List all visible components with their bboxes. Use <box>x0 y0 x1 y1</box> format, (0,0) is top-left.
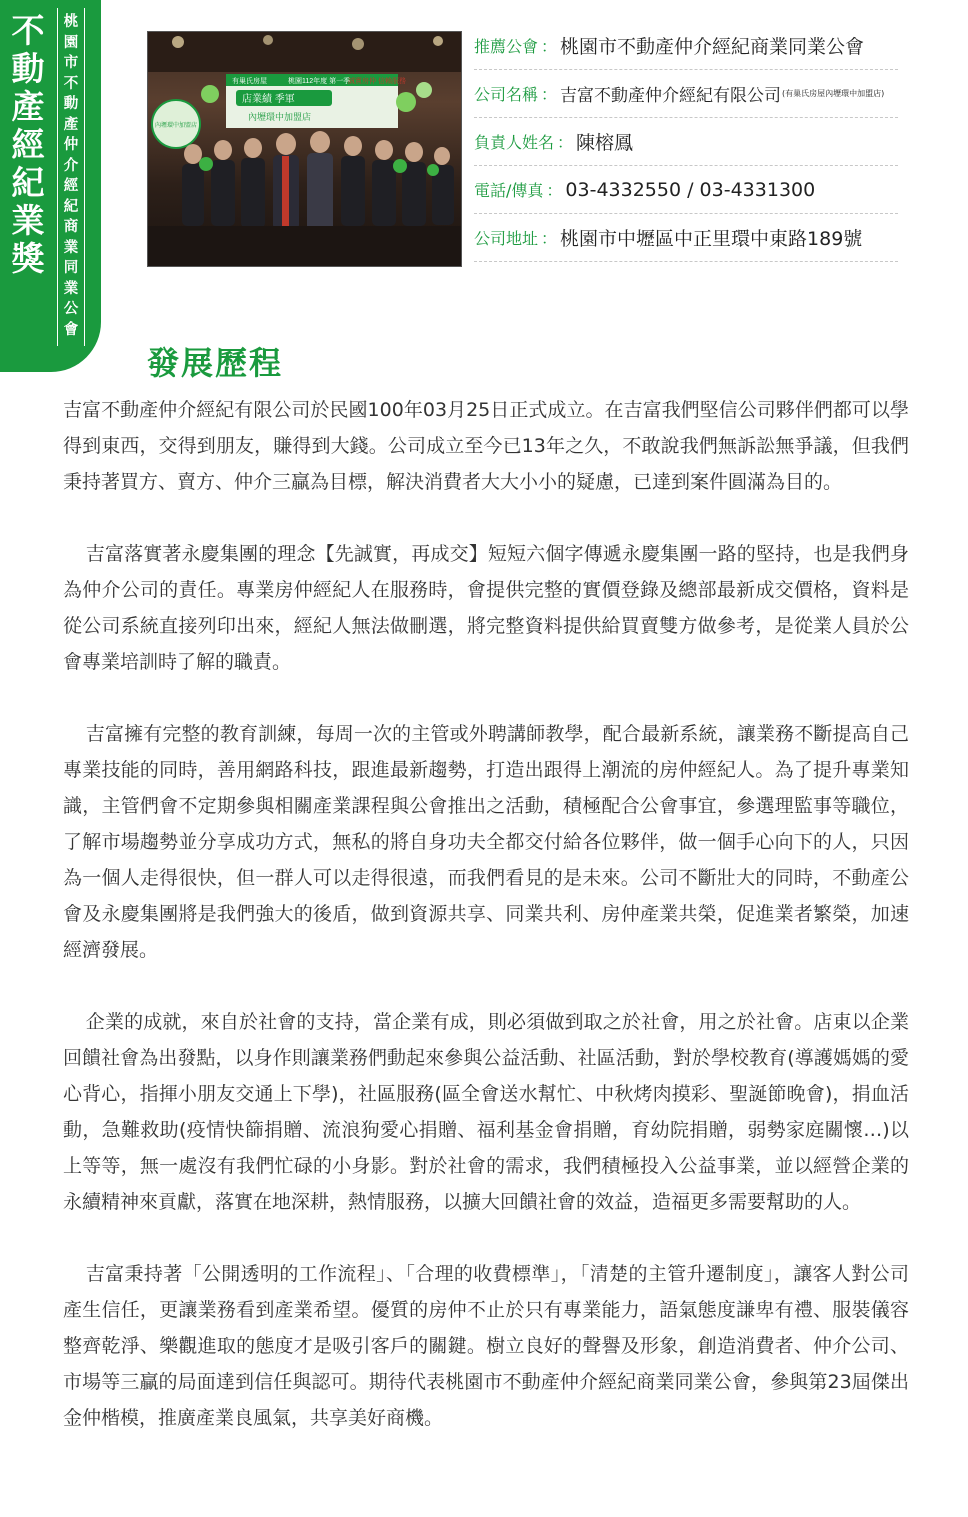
info-separator: ： <box>541 85 558 104</box>
info-row-owner <box>474 118 898 166</box>
info-separator: ： <box>541 37 558 56</box>
info-label: 公司名稱 <box>474 85 539 104</box>
info-separator: ： <box>541 229 558 248</box>
banner-event-text: 桃園112年度 第一季 <box>288 78 351 85</box>
paragraph: 吉富落實著永慶集團的理念【先誠實，再成交】短短六個字傳遞永慶集團一路的堅持，也是我們身為仲介公司的責任。專業房仲經紀人在服務時，會提供完整的實價登錄及總部最新成交價格，資料是從公司系統直接列印出來，經紀人無法做刪選，將完整資料提供給買賣雙方做參考，是從業人員於公會專業培訓時了解的職責。 <box>63 543 909 673</box>
info-value: 桃園市不動產仲介經紀商業同業公會 <box>560 36 865 58</box>
banner-brand-text: 有巢氏房屋 <box>232 78 267 85</box>
info-separator: ： <box>557 133 574 152</box>
info-label: 負責人姓名 <box>474 133 555 152</box>
info-value: 陳榕鳳 <box>576 132 634 154</box>
award-title: 不動產經紀業獎 <box>11 11 45 278</box>
info-value: 吉富不動產仲介經紀有限公司 <box>560 86 782 106</box>
info-row-association <box>474 22 898 70</box>
paragraph: 吉富擁有完整的教育訓練，每周一次的主管或外聘講師教學，配合最新系統，讓業務不斷提高自己專業技能的同時，善用網路科技，跟進最新趨勢，打造出跟得上潮流的房仲經紀人。為了提升專業知識，主管們會不定期參與相關產業課程與公會推出之活動，積極配合公會事宜，參選理監事等職位，了解市場趨勢並分享成功方式，無私的將自身功夫全都交付給各位夥伴，做一個手心向下的人，只因為一個人走得很快，但一群人可以走得很遠，而我們看見的是未來。公司不斷壯大的同時，不動產公會及永慶集團將是我們強大的後盾，做到資源共享、同業共利、房仲產業共榮，促進業者繁榮，加速經濟發展。 <box>63 723 909 961</box>
info-label: 電話/傳真 <box>474 181 544 200</box>
banner-award-text: 店業績 季軍 <box>242 94 295 105</box>
info-value: 桃園市中壢區中正里環中東路189號 <box>560 228 863 250</box>
section-heading: 發展歷程 <box>147 344 284 382</box>
banner-store-text: 內壢環中加盟店 <box>248 112 312 122</box>
round-sign-text: 內壢環中加盟店 <box>154 123 198 129</box>
banner-slogan-text: 誠實房仲 信賴服務 <box>348 78 406 85</box>
paragraph: 吉富不動產仲介經紀有限公司於民國100年03月25日正式成立。在吉富我們堅信公司夥伴們都可以學得到東西，交得到朋友，賺得到大錢。公司成立至今已13年之久，不敢說我們無訴訟無爭議，但我們秉持著買方、賣方、仲介三贏為目標，解決消費者大大小小的疑慮，已達到案件圓滿為目的。 <box>63 399 909 493</box>
award-group-photo <box>147 31 462 267</box>
paragraph: 吉富秉持著「公開透明的工作流程」、「合理的收費標準」，「清楚的主管升遷制度」，讓客人對公司產生信任，更讓業務看到產業希望。優質的房仲不止於只有專業能力，語氣態度謙卑有禮、服裝儀容整齊乾淨、樂觀進取的態度才是吸引客戶的關鍵。樹立良好的聲譽及形象，創造消費者、仲介公司、市場等三贏的局面達到信任與認可。期待代表桃園市不動產仲介經紀商業同業公會，參與第23屆傑出金仲楷模，推廣產業良風氣，共享美好商機。 <box>63 1263 909 1429</box>
history-body <box>63 392 909 1472</box>
info-note: (有巢氏房屋內壢環中加盟店) <box>782 89 885 98</box>
company-info-list <box>474 22 898 262</box>
info-row-address <box>474 214 898 262</box>
info-separator: ： <box>546 181 563 200</box>
info-label: 公司地址 <box>474 229 539 248</box>
info-label: 推薦公會 <box>474 37 539 56</box>
paragraph: 企業的成就，來自於社會的支持，當企業有成，則必須做到取之於社會，用之於社會。店東以企業回饋社會為出發點，以身作則讓業務們動起來參與公益活動、社區活動，對於學校教育(導護媽媽的愛心背心，指揮小朋友交通上下學)，社區服務(區全會送水幫忙、中秋烤肉摸彩、聖誕節晚會)，捐血活動，急難救助(疫情快篩捐贈、流浪狗愛心捐贈、福利基金會捐贈，育幼院捐贈，弱勢家庭關懷…)以上等等，無一處沒有我們忙碌的小身影。對於社會的需求，我們積極投入公益事業，並以經營企業的永續精神來貢獻，落實在地深耕，熱情服務，以擴大回饋社會的效益，造福更多需要幫助的人。 <box>63 1011 909 1213</box>
info-row-company <box>474 70 898 118</box>
info-value: 03-4332550 / 03-4331300 <box>565 178 816 201</box>
association-name: 桃園市不動產仲介經紀商業同業公會 <box>57 8 85 346</box>
award-side-tab <box>0 0 101 372</box>
info-row-phone <box>474 166 898 214</box>
